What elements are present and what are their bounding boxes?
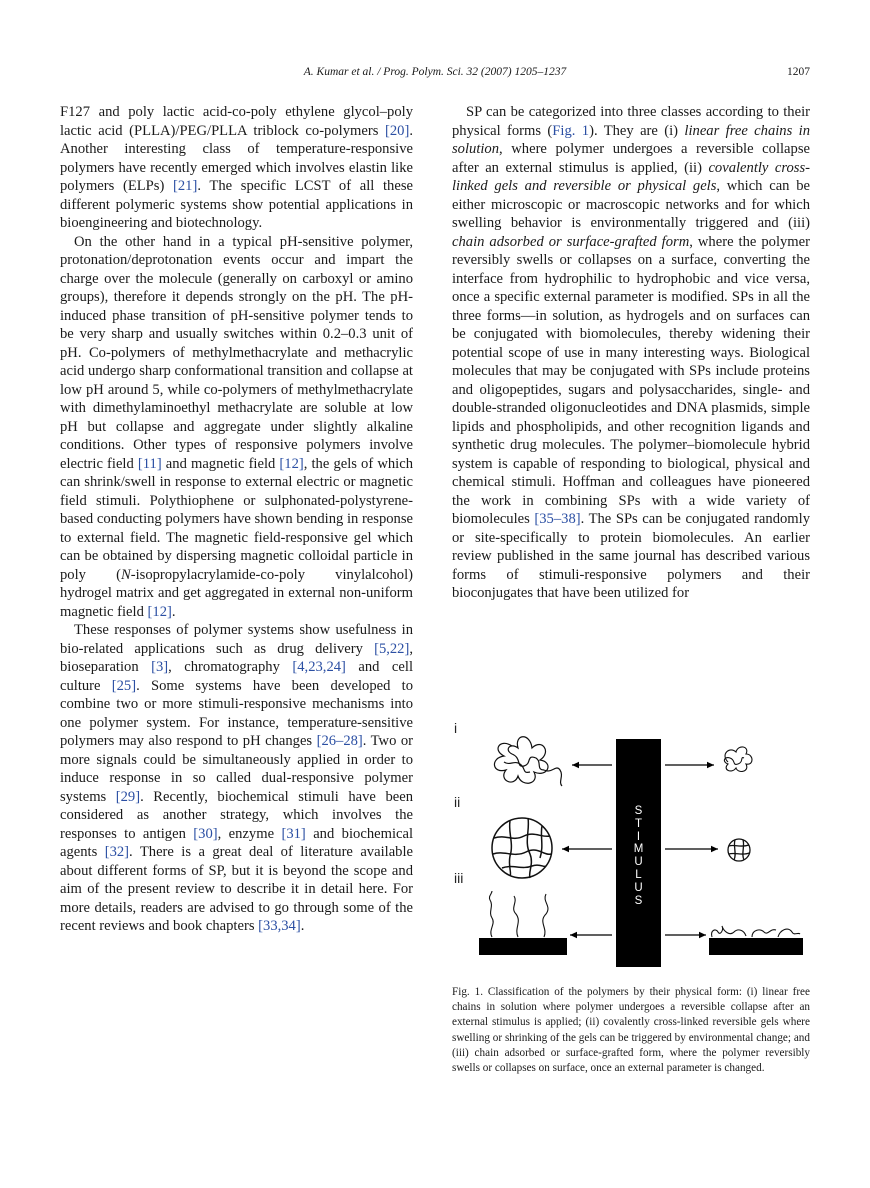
stimulus-letter: S — [634, 805, 643, 817]
italic-text: N — [121, 566, 131, 583]
text-run: . — [171, 603, 176, 620]
text-run: . — [300, 918, 305, 934]
text-run: , the gels of which can shrink/swell in response to external electric or magnetic field stimuli. Polythiophene or sulphonated-polystyrene-based conducting polymers have shown bending in response to external field. The magnetic field-responsive gel which can be obtained by dispersing magnetic colloidal particle in poly ( — [60, 455, 414, 583]
reference-link[interactable]: [11] — [137, 455, 162, 472]
text-run: , where the polymer reversibly swells or collapses on a surface, converting the interface from hydrophilic to hydrophobic and vice versa, once a specific external parameter is modified. SPs in all the three forms—in solution, as hydrogels and on surfaces can be conjugated with biomolecules, thereby widening their potential scope of use in many interesting ways. Biological molecules that may be conjugated with SPs include proteins and oligopeptides, sugars and polysaccharides, single- and double-stranded oligonucleotides and DNA plasmids, simple lipids and phospholipids, and other recognition ligands and synthetic drug molecules. The polymer–biomolecule hybrid system is capable of responding to biological, physical and chemical stimuli. Hoffman and colleagues have pioneered the work in combining SPs with a wide variety of biomolecules — [452, 233, 810, 527]
stimulus-letter: U — [634, 856, 643, 869]
reference-link[interactable]: [32] — [104, 844, 130, 860]
stimulus-letter: I — [636, 830, 641, 843]
text-run: , where polymer undergoes a reversible collapse after an external stimulus is applied, (ii) — [452, 141, 810, 176]
free-chain-coil-icon — [494, 737, 562, 786]
reference-link[interactable]: [12] — [147, 603, 172, 620]
text-run: . The specific LCST of all these different polymeric systems show potential applications in bioengineering and biotechnology. — [60, 178, 413, 231]
reference-link[interactable]: [29] — [115, 788, 141, 805]
collapsed-gel-network-icon — [728, 839, 750, 861]
figure-caption: Fig. 1. Classification of the polymers by their physical form: (i) linear free chains in solution where polymer undergoes a reversible collapse after an external stimulus is applied; (ii) covalently cross-linked reversible gels where swelling or shrinking of the gels can be triggered by environmental change; and (iii) chain adsorbed or surface-grafted form, where the polymer reversibly swells or collapses on surface, once an external parameter is changed. — [452, 986, 810, 1075]
text-run: F127 and poly lactic acid-co-poly ethylene glycol–poly lactic acid (PLLA)/PEG/PLLA triblock co-polymers — [60, 104, 413, 139]
paragraph — [60, 621, 413, 936]
text-run: ). They are (i) — [589, 122, 685, 139]
text-run: . Another interesting class of temperature-responsive polymers have recently emerged which involves elastin like polymers (ELPs) — [60, 122, 413, 194]
grafted-surface-extended-icon — [479, 891, 567, 955]
text-run: , which can be either microscopic or macroscopic networks and for which swelling behavior is environmentally triggered and (iii) — [452, 178, 810, 231]
text-run: and magnetic field — [161, 455, 280, 472]
reference-link[interactable]: [30] — [193, 825, 218, 842]
reference-link[interactable]: [25] — [111, 677, 137, 694]
grafted-surface-collapsed-icon — [709, 926, 803, 955]
row-label-i: i — [454, 720, 458, 736]
reference-link[interactable]: [31] — [281, 825, 306, 842]
text-run: and biochemical agents — [60, 825, 414, 860]
right-column — [452, 103, 810, 603]
reference-link[interactable]: [3] — [151, 659, 169, 675]
text-run: . Recently, biochemical stimuli have been considered as another strategy, which involves the responses to antigen — [60, 788, 413, 842]
reference-link[interactable]: [26–28] — [316, 733, 363, 749]
stimulus-letter: M — [633, 843, 644, 856]
row-label-ii: ii — [454, 794, 461, 810]
text-run: SP can be categorized into three classes according to their physical forms ( — [452, 104, 810, 139]
text-run: . Two or more signals could be simultaneously applied in order to induce response in so called dual-responsive polymer systems — [60, 733, 413, 805]
running-header — [60, 66, 810, 86]
text-run: . There is a great deal of literature available about different forms of SP, but it is beyond the scope and aim of the present review to describe it in detail here. For more details, readers are advised to go through some of the recent reviews and book chapters — [60, 844, 414, 934]
figure-1 — [452, 718, 810, 968]
text-run: . Some systems have been developed to combine two or more stimuli-responsive mechanisms into one polymer system. For instance, temperature-sensitive polymers may also respond to pH changes — [60, 677, 413, 749]
reference-link[interactable]: [12] — [279, 455, 304, 472]
italic-text: covalently cross-linked gels and reversible or physical gels — [452, 159, 811, 194]
text-run: , chromatography — [168, 659, 293, 675]
row-label-iii: iii — [454, 870, 464, 886]
reference-link[interactable]: [5,22] — [374, 640, 410, 657]
paragraph — [60, 233, 413, 622]
left-column — [60, 103, 413, 936]
figure-link[interactable]: Fig. 1 — [552, 122, 590, 139]
text-run: . The SPs can be conjugated randomly or site-specifically to protein biomolecules. An earlier review published in the same journal has described various forms of stimuli-responsive polymers and their bioconjugates that have been utilized for — [452, 511, 810, 601]
italic-text: linear free chains in solution — [452, 122, 811, 157]
text-run: and cell culture — [60, 659, 413, 694]
reference-link[interactable]: [21] — [173, 178, 198, 194]
page-number: 1207 — [787, 66, 810, 78]
reference-link[interactable]: [33,34] — [258, 918, 301, 934]
text-run: , enzyme — [217, 825, 282, 842]
swollen-gel-network-icon — [492, 818, 552, 878]
stimulus-label — [616, 805, 661, 907]
text-run: -isopropylacrylamide-co-poly vinylalcohol) hydrogel matrix and get aggregated in external non-uniform magnetic field — [60, 566, 413, 620]
paragraph — [60, 103, 413, 233]
stimulus-letter: U — [634, 881, 643, 894]
reference-link[interactable]: [35–38] — [534, 511, 581, 527]
reference-link[interactable]: [20] — [385, 122, 410, 139]
italic-text: chain adsorbed or surface-grafted form — [452, 233, 690, 250]
text-run: On the other hand in a typical pH-sensitive polymer, protonation/deprotonation events occur and impart the charge over the molecule (generally on carboxyl or amino groups), therefore it depends strongly on the pH. The pH-induced phase transition of pH-sensitive polymer tends to be very sharp and usually switches within 0.2–0.3 unit of pH. Co-polymers of methylmethacrylate and methacrylic acid undergo sharp conformational transition and collapse at low pH around 5, while co-polymers of methylmethacrylate with dimethylaminoethyl methacrylate are soluble at low pH but collapse and aggregate under slightly alkaline conditions. Other types of responsive polymers involve electric field — [60, 233, 413, 472]
stimulus-letter: S — [634, 894, 643, 907]
collapsed-chain-icon — [724, 747, 752, 772]
text-run: , bioseparation — [60, 640, 413, 675]
paragraph — [452, 103, 810, 603]
stimulus-letter: T — [634, 817, 643, 830]
journal-citation: A. Kumar et al. / Prog. Polym. Sci. 32 (2007) 1205–1237 — [303, 66, 567, 78]
stimulus-bar — [616, 739, 661, 967]
stimulus-letter: L — [635, 868, 642, 881]
reference-link[interactable]: [4,23,24] — [292, 659, 346, 675]
text-run: These responses of polymer systems show usefulness in bio-related applications such as drug delivery — [60, 622, 413, 657]
